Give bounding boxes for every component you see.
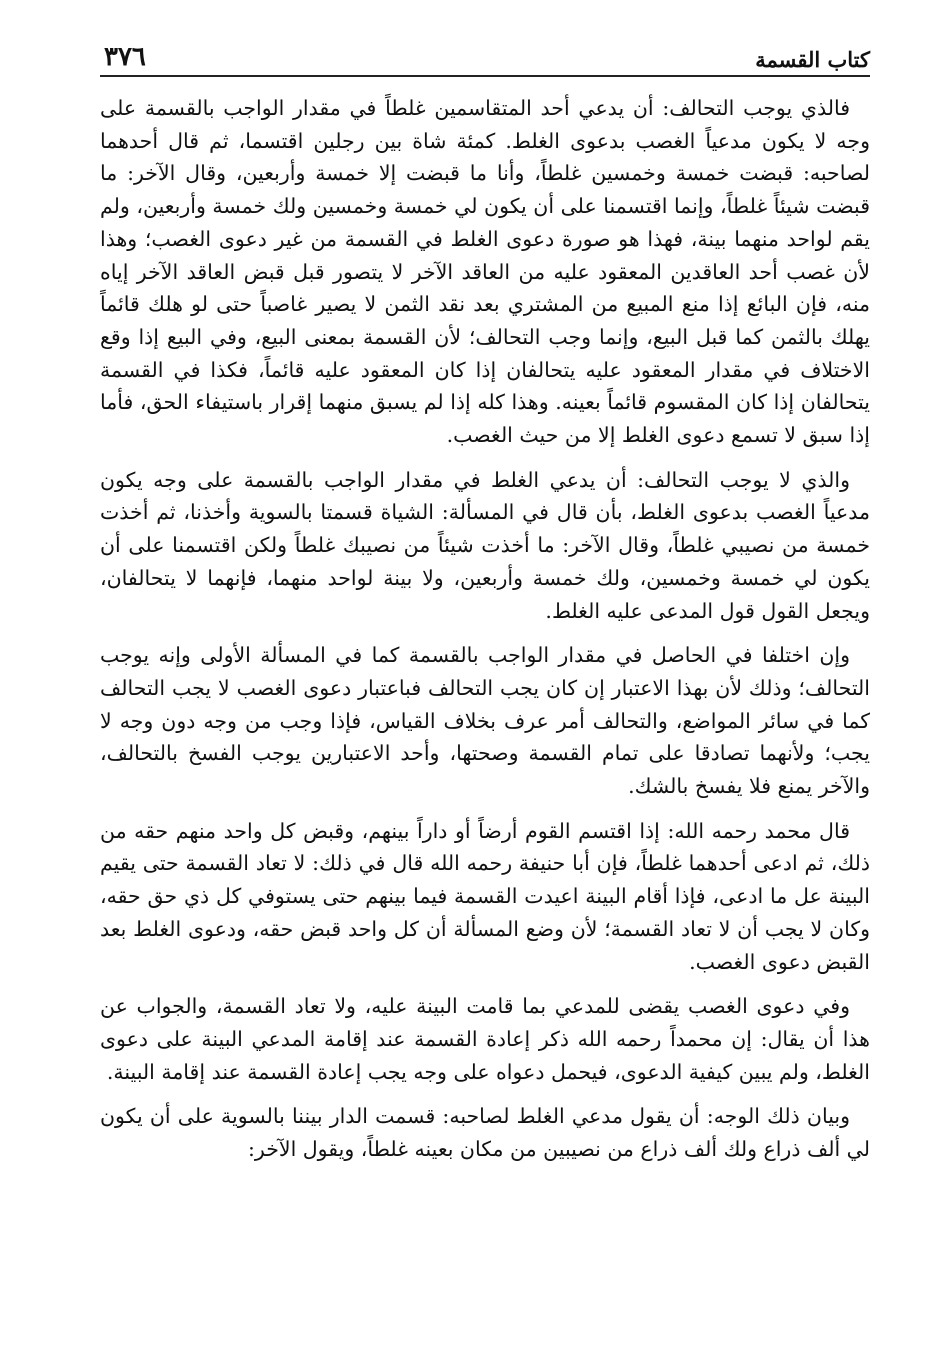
- paragraph-1: فالذي يوجب التحالف: أن يدعي أحد المتقاسمين غلطاً في مقدار الواجب بالقسمة على وجه لا يكون مدعياً الغصب بدعوى الغلط. كمئة شاة بين رجلين اقتسما، ثم قال أحدهما لصاحبه: قبضت خمسة وخمسين غلطاً، وأنا ما قبضت إلا خمسة وأربعين، وقال الآخر: ما قبضت شيئاً غلطاً، وإنما اقتسمنا على أن يكون لي خمسة وخمسين ولك خمسة وأربعين، ولم يقم لواحد منهما بينة، فهذا هو صورة دعوى الغلط في القسمة من غير دعوى الغصب؛ وهذا لأن غصب أحد العاقدين المعقود عليه من العاقد الآخر لا يتصور قبل قبض العاقد الآخر إياه منه، فإن البائع إذا منع المبيع من المشتري بعد نقد الثمن لا يصير غاصباً حتى لو هلك قائماً يهلك بالثمن كما قبل البيع، وإنما وجب التحالف؛ لأن القسمة بمعنى البيع، وفي البيع إذا وقع الاختلاف في مقدار المعقود عليه يتحالفان إذا كان المعقود عليه قائماً، فكذا في القسمة يتحالفان إذا كان المقسوم قائماً بعينه. وهذا كله إذا لم يسبق منهما إقرار باستيفاء الحق، فأما إذا سبق لا تسمع دعوى الغلط إلا من حيث الغصب.: [100, 96, 870, 448]
- paragraph-5: وفي دعوى الغصب يقضى للمدعي بما قامت البينة عليه، ولا تعاد القسمة، والجواب عن هذا أن يقال: إن محمداً رحمه الله ذكر إعادة القسمة عند إقامة المدعي البينة على دعوى الغلط، ولم يبين كيفية الدعوى، فيحمل دعواه على وجه يجب إعادة القسمة عند إقامة البينة.: [100, 994, 870, 1084]
- paragraph-3: وإن اختلفا في الحاصل في مقدار الواجب بالقسمة كما في المسألة الأولى وإنه يوجب التحالف؛ وذلك لأن بهذا الاعتبار إن كان يجب التحالف فباعتبار دعوى الغصب لا يجب التحالف كما في سائر المواضع، والتحالف أمر عرف بخلاف القياس، فإذا وجب من وجه دون وجه لا يجب؛ ولأنهما تصادقا على تمام القسمة وصحتها، وأحد الاعتبارين يوجب الفسخ بالتحالف، والآخر يمنع فلا يفسخ بالشك.: [100, 643, 870, 799]
- book-title: كتاب القسمة: [755, 47, 870, 72]
- paragraph-2: والذي لا يوجب التحالف: أن يدعي الغلط في مقدار الواجب بالقسمة على وجه يكون مدعياً الغصب بدعوى الغلط، بأن قال في المسألة: الشياة قسمتا بالسوية وأخذنا، ثم أخذت خمسة من نصيبي غلطاً، وقال الآخر: ما أخذت شيئاً من نصيبك غلطاً ولكن اقتسمنا على أن يكون لي خمسة وخمسين، ولك خمسة وأربعين، ولا بينة لواحد منهما، فإنهما لا يتحالفان، ويجعل القول قول المدعى عليه الغلط.: [100, 467, 870, 623]
- header-divider: [100, 75, 870, 77]
- paragraph-6: وبيان ذلك الوجه: أن يقول مدعي الغلط لصاحبه: قسمت الدار بيننا بالسوية على أن يكون لي ألف ذراع ولك ألف ذراع من نصيبين من مكان بعينه غلطاً، ويقول الآخر:: [100, 1104, 870, 1162]
- page-number: ٣٧٦: [104, 42, 146, 72]
- page-body: [100, 92, 870, 1178]
- paragraph-4: قال محمد رحمه الله: إذا اقتسم القوم أرضاً أو داراً بينهم، وقبض كل واحد منهم حقه من ذلك، ثم ادعى أحدهما غلطاً، فإن أبا حنيفة رحمه الله قال في ذلك: لا تعاد القسمة حتى يقيم البينة عل ما ادعى، فإذا أقام البينة اعيدت القسمة فيما بينهم حتى يستوفي كل ذي حق حقه، وكان لا يجب أن لا تعاد القسمة؛ لأن وضع المسألة أن كل واحد قبض حقه، ودعوى الغلط بعد القبض دعوى الغصب.: [100, 818, 870, 974]
- page-header: [100, 32, 870, 72]
